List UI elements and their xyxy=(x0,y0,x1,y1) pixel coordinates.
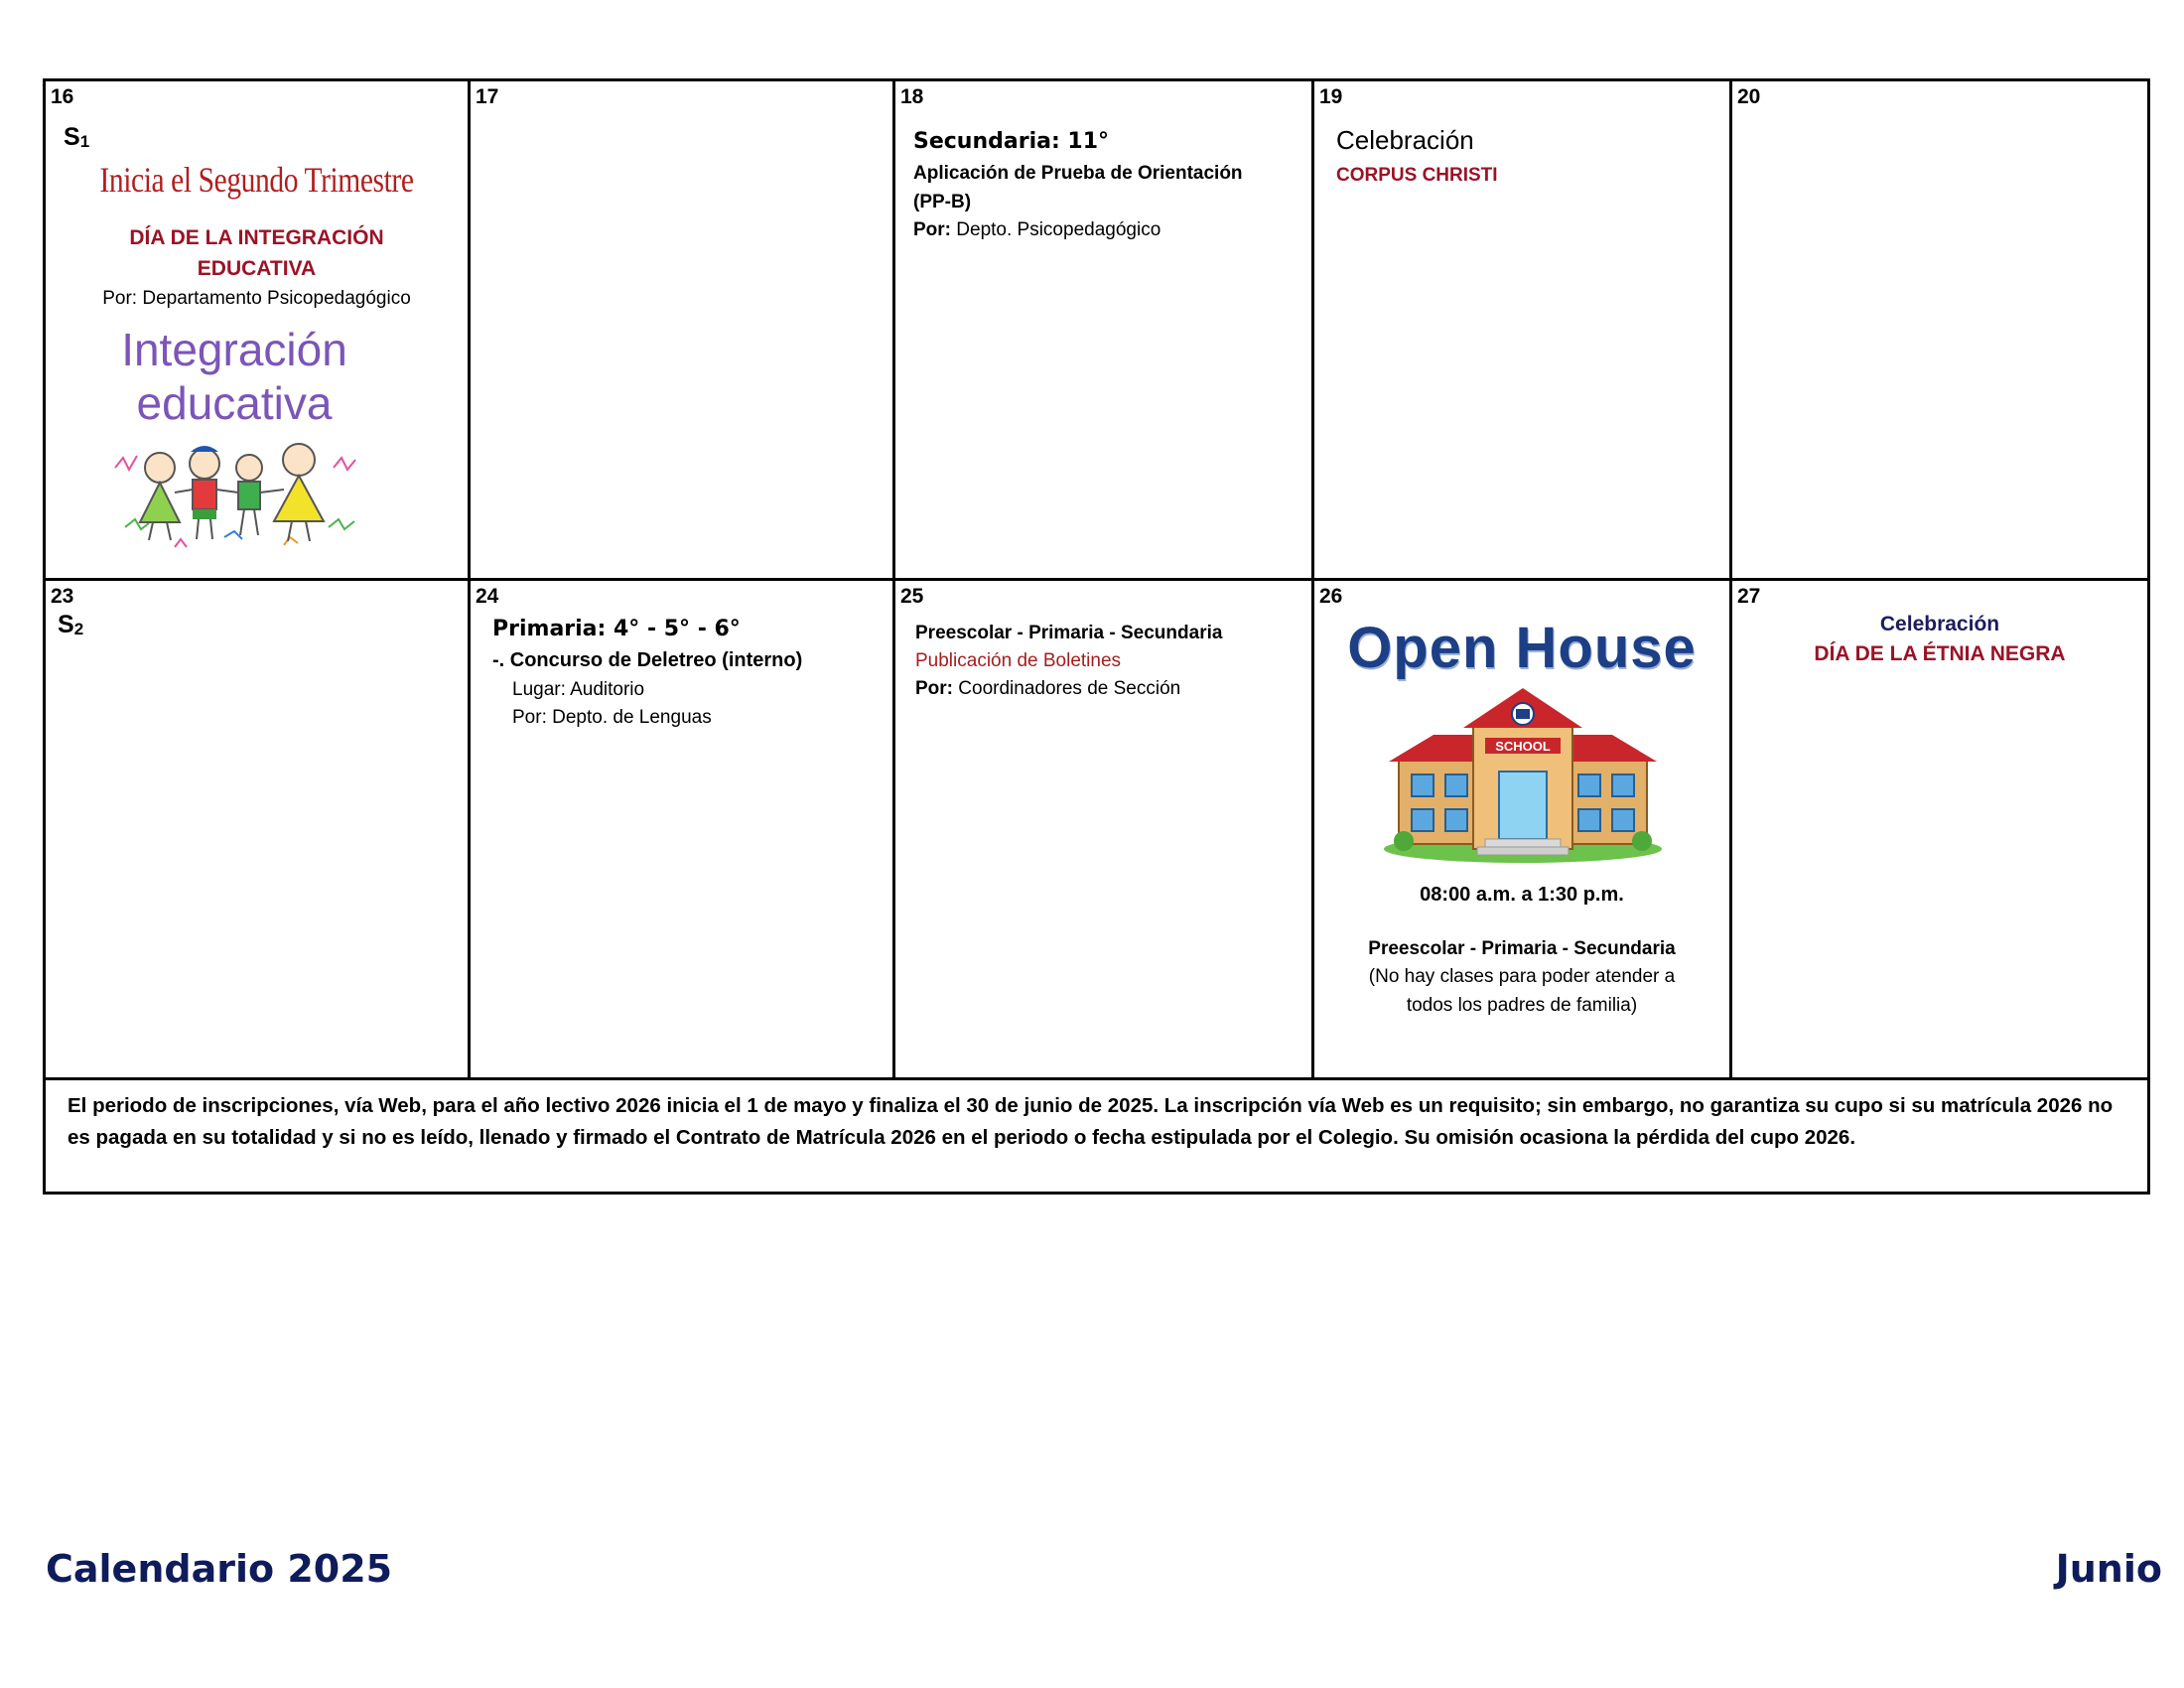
day-number: 17 xyxy=(476,85,499,108)
event-note: (No hay clases para poder atender a todos los padres de familia) xyxy=(1368,966,1676,1016)
day-number: 20 xyxy=(1737,85,1761,108)
event-title: Aplicación de Prueba de Orientación (PP-B) xyxy=(913,163,1243,212)
day-cell-16 xyxy=(45,80,470,580)
section-heading: Secundaria: 11° xyxy=(913,129,1110,154)
day-number: 18 xyxy=(900,85,924,108)
event-title: Celebración xyxy=(1336,125,1474,155)
day-cell-26 xyxy=(1313,580,1731,1079)
calendar-week-1 xyxy=(45,80,2149,580)
event-name: CORPUS CHRISTI xyxy=(1336,165,1498,186)
section-heading: Primaria: 4° - 5° - 6° xyxy=(492,617,741,641)
kids-holding-hands-icon xyxy=(105,438,363,557)
day-number: 19 xyxy=(1319,85,1343,108)
day-number: 16 xyxy=(51,85,74,108)
day-number: 23 xyxy=(51,585,74,608)
day-number: 25 xyxy=(900,585,924,608)
school-sign: SCHOOL xyxy=(1495,739,1551,754)
calendar-title: Calendario 2025 xyxy=(46,1547,393,1591)
day-cell-23 xyxy=(45,580,470,1079)
headline: Inicia el Segundo Trimestre xyxy=(99,160,414,200)
day-cell-27 xyxy=(1731,580,2149,1079)
day-number: 24 xyxy=(476,585,499,608)
open-house-title: Open House xyxy=(1347,616,1697,680)
day-cell-19 xyxy=(1313,80,1731,580)
event-responsible: Por: Depto. de Lenguas xyxy=(512,707,712,728)
week-label: $S_1$ xyxy=(64,123,90,151)
event-responsible: Por: Coordinadores de Sección xyxy=(915,678,1181,699)
event-levels: Preescolar - Primaria - Secundaria xyxy=(1368,938,1676,959)
event-time: 08:00 a.m. a 1:30 p.m. xyxy=(1420,884,1624,906)
event-responsible: Por: Departamento Psicopedagógico xyxy=(102,288,411,309)
event-location: Lugar: Auditorio xyxy=(512,679,645,700)
event-title: Celebración xyxy=(1879,613,2000,635)
day-number: 26 xyxy=(1319,585,1343,608)
event-title: DÍA DE LA INTEGRACIÓN EDUCATIVA xyxy=(129,226,384,280)
event-name: DÍA DE LA ÉTNIA NEGRA xyxy=(1814,642,2066,665)
calendar-grid xyxy=(43,78,2150,1195)
event-title: Publicación de Boletines xyxy=(915,650,1122,671)
event-responsible: Por: Depto. Psicopedagógico xyxy=(913,219,1161,240)
day-cell-24 xyxy=(470,580,894,1079)
week-label: $S_2$ xyxy=(58,611,84,638)
day-number: 27 xyxy=(1737,585,1761,608)
day-cell-18 xyxy=(894,80,1313,580)
month-label: Junio xyxy=(2055,1547,2162,1591)
notice-cell xyxy=(45,1079,2149,1194)
day-cell-17 xyxy=(470,80,894,580)
integracion-image: Integración educativa xyxy=(85,323,383,557)
day-cell-20 xyxy=(1731,80,2149,580)
day-cell-25 xyxy=(894,580,1313,1079)
calendar-week-2 xyxy=(45,580,2149,1079)
school-building-icon xyxy=(1374,680,1672,869)
section-heading: Preescolar - Primaria - Secundaria xyxy=(915,623,1223,643)
event-title: -. Concurso de Deletreo (interno) xyxy=(492,649,803,671)
notice-row xyxy=(45,1079,2149,1194)
enrollment-notice: El periodo de inscripciones, vía Web, para el año lectivo 2026 inicia el 1 de mayo y finaliza el 30 de junio de 2025. La inscripción vía Web es un requisito; sin embargo, no garantiza su cupo si su matrícula 2026 no es pagada en su totalidad y si no es leído, llenado y firmado el Contrato de Matrícula 2026 en el periodo o fecha estipulada por el Colegio. Su omisión ocasiona la pérdida del cupo 2026. xyxy=(68,1094,2114,1149)
